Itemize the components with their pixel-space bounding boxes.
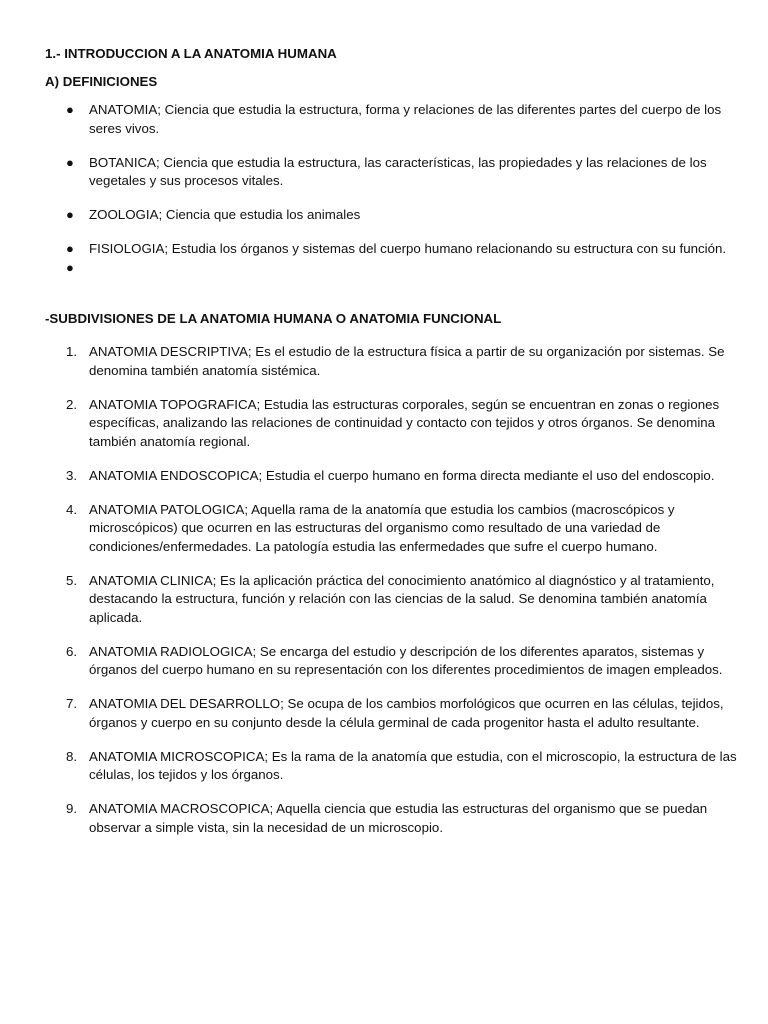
list-item — [0, 343, 739, 380]
list-item-text: ANATOMIA DEL DESARROLLO; Se ocupa de los cambios morfológicos que ocurren en las células, tejidos, órganos y cuerpo en su conjunto desde la célula germinal de cada progenitor hasta el adulto resultante. — [89, 696, 724, 730]
list-item — [0, 467, 739, 486]
list-item — [0, 695, 739, 732]
list-item-number: 9. — [66, 801, 78, 816]
list-item — [0, 206, 739, 225]
list-item-text: ANATOMIA MACROSCOPICA; Aquella ciencia que estudia las estructuras del organismo que se puedan observar a simple vista, sin la necesidad de un microscopio. — [89, 801, 708, 835]
list-item — [0, 101, 739, 138]
list-item — [0, 748, 739, 785]
list-item-text: FISIOLOGIA; Estudia los órganos y sistemas del cuerpo humano relacionando su estructura con su función. — [89, 241, 727, 256]
list-item-number: 6. — [66, 643, 78, 659]
list-item — [0, 643, 739, 680]
list-item-number: 2. — [66, 396, 78, 412]
section-b-heading: -SUBDIVISIONES DE LA ANATOMIA HUMANA O ANATOMIA FUNCIONAL — [45, 311, 502, 326]
list-item-text: ANATOMIA PATOLOGICA; Aquella rama de la anatomía que estudia los cambios (macroscópicos y microscópicos) que ocurren en las estructuras del organismo como resultado de una variedad de condiciones/enfermedades. La patología estudia las enfermedades que sufre el cuerpo humano. — [89, 501, 675, 554]
list-item-number: 5. — [66, 572, 78, 588]
list-item-text: ZOOLOGIA; Ciencia que estudia los animales — [89, 207, 361, 222]
list-item — [0, 501, 739, 557]
list-item-text: ANATOMIA TOPOGRAFICA; Estudia las estructuras corporales, según se encuentran en zonas o regiones específicas, analizando las relaciones de continuidad y contacto con tejidos y otros órganos. Se denomina también anatomía regional. — [89, 396, 720, 449]
list-item-text — [89, 259, 739, 278]
bullet-icon: ● — [66, 102, 74, 117]
list-item-text: ANATOMIA CLINICA; Es la aplicación práctica del conocimiento anatómico al diagnóstico y al tratamiento, destacando la estructura, función y relación con las ciencias de la salud. Se denomina también anatomía aplicada. — [89, 572, 715, 625]
list-item-text: BOTANICA; Ciencia que estudia la estructura, las características, las propiedades y las relaciones de los vegetales y sus procesos vitales. — [89, 154, 707, 188]
list-item — [0, 240, 739, 259]
list-item-number: 8. — [66, 748, 78, 764]
bullet-icon: ● — [66, 154, 74, 170]
list-item-text: ANATOMIA DESCRIPTIVA; Es el estudio de la estructura física a partir de su organización por sistemas. Se denomina también anatomía sistémica. — [89, 344, 725, 378]
subdivisions-list — [0, 343, 768, 853]
section-a-heading: A) DEFINICIONES — [45, 74, 158, 89]
list-item-number: 4. — [66, 501, 78, 517]
list-item-number: 7. — [66, 696, 78, 711]
bullet-icon: ● — [66, 207, 74, 222]
list-item-empty — [0, 259, 739, 278]
list-item-text: ANATOMIA; Ciencia que estudia la estructura, forma y relaciones de las diferentes partes del cuerpo de los seres vivos. — [89, 102, 722, 136]
page-title: 1.- INTRODUCCION A LA ANATOMIA HUMANA — [45, 46, 337, 61]
list-item — [0, 572, 739, 628]
list-item — [0, 800, 739, 837]
list-item-text: ANATOMIA MICROSCOPICA; Es la rama de la anatomía que estudia, con el microscopio, la estructura de las células, los tejidos y los órganos. — [89, 748, 737, 782]
bullet-icon: ● — [66, 259, 74, 275]
definitions-list — [0, 101, 768, 277]
list-item — [0, 396, 739, 452]
list-item-text: ANATOMIA ENDOSCOPICA; Estudia el cuerpo humano en forma directa mediante el uso del endoscopio. — [89, 467, 715, 483]
list-item-number: 3. — [66, 467, 78, 483]
list-item-text: ANATOMIA RADIOLOGICA; Se encarga del estudio y descripción de los diferentes aparatos, sistemas y órganos del cuerpo humano en su representación con los diferentes procedimientos de imagen empleados. — [89, 643, 723, 677]
list-item-number: 1. — [66, 344, 78, 359]
bullet-icon: ● — [66, 241, 74, 256]
list-item — [0, 154, 739, 191]
